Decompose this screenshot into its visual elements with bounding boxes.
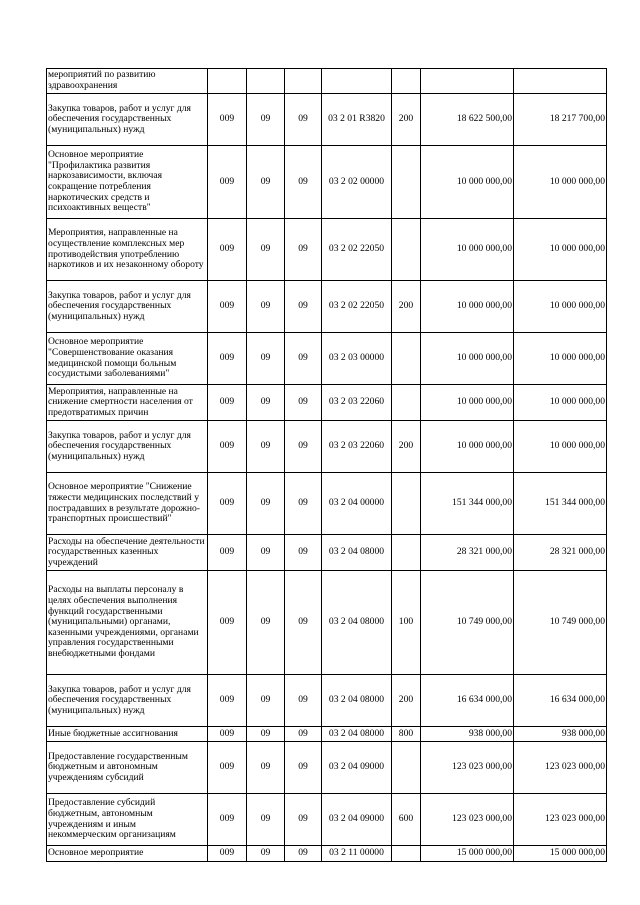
row-section-code: 09 [247,794,285,846]
row-section-code: 09 [247,219,285,281]
row-ministry-code: 009 [208,742,247,794]
row-amount-year-1 [421,69,514,94]
row-target-code: 03 2 04 08000 [322,727,392,742]
row-amount-year-2: 10 000 000,00 [514,281,607,333]
row-name-cell: Расходы на обеспечение деятельности государственных казенных учреждений [47,535,208,571]
row-amount-year-2: 15 000 000,00 [514,846,607,862]
row-amount-year-1: 151 344 000,00 [421,473,514,535]
row-section-code: 09 [247,675,285,727]
row-amount-year-1: 10 000 000,00 [421,421,514,473]
row-amount-year-2: 10 000 000,00 [514,421,607,473]
row-target-code: 03 2 04 08000 [322,675,392,727]
row-subsection-code: 09 [285,333,322,385]
table-row [47,219,607,281]
row-expense-type-code [392,146,421,219]
row-target-code: 03 2 02 00000 [322,146,392,219]
table-row [47,473,607,535]
row-amount-year-2: 123 023 000,00 [514,742,607,794]
row-name-cell: Основное мероприятие "Снижение тяжести медицинских последствий у пострадавших в результате дорожно-транспортных происшествий" [47,473,208,535]
table-row [47,385,607,421]
row-subsection-code: 09 [285,727,322,742]
row-name-cell: мероприятий по развитию здравоохранения [47,69,208,94]
row-target-code: 03 2 04 08000 [322,535,392,571]
row-name-cell: Закупка товаров, работ и услуг для обеспечения государственных (муниципальных) нужд [47,675,208,727]
row-amount-year-2 [514,69,607,94]
row-expense-type-code [392,473,421,535]
row-expense-type-code: 800 [392,727,421,742]
row-name-cell: Основное мероприятие "Профилактика развития наркозависимости, включая сокращение потребления наркотических средств и психоактивных веществ" [47,146,208,219]
table-row [47,535,607,571]
row-ministry-code: 009 [208,675,247,727]
row-section-code: 09 [247,146,285,219]
row-amount-year-1: 16 634 000,00 [421,675,514,727]
table-row [47,846,607,862]
row-section-code: 09 [247,281,285,333]
row-target-code: 03 2 02 22050 [322,219,392,281]
row-amount-year-1: 938 000,00 [421,727,514,742]
row-expense-type-code [392,385,421,421]
row-name-cell: Мероприятия, направленные на осуществление комплексных мер противодействия употреблению наркотиков и их незаконному обороту [47,219,208,281]
row-subsection-code: 09 [285,794,322,846]
row-ministry-code: 009 [208,385,247,421]
row-subsection-code: 09 [285,94,322,146]
row-amount-year-1: 123 023 000,00 [421,794,514,846]
row-amount-year-1: 10 000 000,00 [421,281,514,333]
row-ministry-code: 009 [208,146,247,219]
row-ministry-code: 009 [208,473,247,535]
table-row [47,727,607,742]
row-target-code: 03 2 04 08000 [322,571,392,675]
row-subsection-code: 09 [285,571,322,675]
row-subsection-code: 09 [285,421,322,473]
row-amount-year-2: 10 000 000,00 [514,385,607,421]
row-amount-year-1: 28 321 000,00 [421,535,514,571]
row-subsection-code: 09 [285,473,322,535]
row-section-code: 09 [247,571,285,675]
row-name-cell: Расходы на выплаты персоналу в целях обеспечения выполнения функций государственными (муниципальными) органами, казенными учреждениями, органами управления государственными внебюджетными фондами [47,571,208,675]
row-expense-type-code [392,69,421,94]
row-target-code: 03 2 01 R3820 [322,94,392,146]
row-subsection-code: 09 [285,675,322,727]
row-amount-year-1: 10 000 000,00 [421,333,514,385]
row-name-cell: Предоставление государственным бюджетным и автономным учреждениям субсидий [47,742,208,794]
row-subsection-code: 09 [285,219,322,281]
row-amount-year-1: 10 000 000,00 [421,385,514,421]
row-section-code: 09 [247,846,285,862]
row-expense-type-code [392,333,421,385]
row-amount-year-2: 28 321 000,00 [514,535,607,571]
row-name-cell: Мероприятия, направленные на снижение смертности населения от предотвратимых причин [47,385,208,421]
row-expense-type-code [392,846,421,862]
row-expense-type-code: 200 [392,421,421,473]
row-amount-year-1: 10 749 000,00 [421,571,514,675]
row-subsection-code: 09 [285,281,322,333]
row-target-code: 03 2 04 09000 [322,794,392,846]
row-expense-type-code: 100 [392,571,421,675]
row-ministry-code: 009 [208,333,247,385]
budget-table-body [47,69,607,862]
row-section-code: 09 [247,333,285,385]
row-target-code: 03 2 02 22050 [322,281,392,333]
row-amount-year-2: 151 344 000,00 [514,473,607,535]
table-row [47,675,607,727]
row-name-cell: Основное мероприятие [47,846,208,862]
row-target-code [322,69,392,94]
table-row [47,571,607,675]
row-ministry-code [208,69,247,94]
row-section-code: 09 [247,535,285,571]
row-subsection-code [285,69,322,94]
row-subsection-code: 09 [285,535,322,571]
row-expense-type-code: 200 [392,94,421,146]
row-expense-type-code [392,535,421,571]
row-ministry-code: 009 [208,94,247,146]
table-row [47,794,607,846]
row-section-code: 09 [247,421,285,473]
row-target-code: 03 2 03 00000 [322,333,392,385]
row-name-cell: Закупка товаров, работ и услуг для обеспечения государственных (муниципальных) нужд [47,421,208,473]
row-amount-year-1: 10 000 000,00 [421,219,514,281]
row-subsection-code: 09 [285,385,322,421]
row-section-code: 09 [247,742,285,794]
row-ministry-code: 009 [208,727,247,742]
row-subsection-code: 09 [285,742,322,794]
row-section-code: 09 [247,727,285,742]
row-ministry-code: 009 [208,571,247,675]
row-amount-year-1: 18 622 500,00 [421,94,514,146]
row-ministry-code: 009 [208,846,247,862]
row-target-code: 03 2 03 22060 [322,421,392,473]
row-ministry-code: 009 [208,219,247,281]
row-amount-year-2: 938 000,00 [514,727,607,742]
row-section-code [247,69,285,94]
row-amount-year-1: 15 000 000,00 [421,846,514,862]
table-row [47,281,607,333]
row-name-cell: Основное мероприятие "Совершенствование оказания медицинской помощи больным сосудистыми заболеваниями" [47,333,208,385]
table-row [47,146,607,219]
row-name-cell: Предоставление субсидий бюджетным, автономным учреждениям и иным некоммерческим организациям [47,794,208,846]
row-name-cell: Закупка товаров, работ и услуг для обеспечения государственных (муниципальных) нужд [47,281,208,333]
budget-table [46,68,607,862]
row-amount-year-2: 10 749 000,00 [514,571,607,675]
table-row [47,333,607,385]
row-amount-year-1: 10 000 000,00 [421,146,514,219]
row-subsection-code: 09 [285,146,322,219]
row-expense-type-code [392,219,421,281]
row-target-code: 03 2 03 22060 [322,385,392,421]
row-expense-type-code: 200 [392,675,421,727]
table-row [47,94,607,146]
row-ministry-code: 009 [208,281,247,333]
row-expense-type-code: 200 [392,281,421,333]
row-target-code: 03 2 11 00000 [322,846,392,862]
row-amount-year-1: 123 023 000,00 [421,742,514,794]
row-target-code: 03 2 04 00000 [322,473,392,535]
table-row [47,69,607,94]
row-expense-type-code [392,742,421,794]
row-ministry-code: 009 [208,535,247,571]
row-amount-year-2: 10 000 000,00 [514,219,607,281]
row-name-cell: Закупка товаров, работ и услуг для обеспечения государственных (муниципальных) нужд [47,94,208,146]
row-amount-year-2: 10 000 000,00 [514,146,607,219]
row-ministry-code: 009 [208,421,247,473]
row-amount-year-2: 10 000 000,00 [514,333,607,385]
row-amount-year-2: 18 217 700,00 [514,94,607,146]
row-ministry-code: 009 [208,794,247,846]
row-amount-year-2: 16 634 000,00 [514,675,607,727]
row-section-code: 09 [247,473,285,535]
row-expense-type-code: 600 [392,794,421,846]
row-subsection-code: 09 [285,846,322,862]
row-amount-year-2: 123 023 000,00 [514,794,607,846]
table-row [47,421,607,473]
row-section-code: 09 [247,385,285,421]
table-row [47,742,607,794]
row-section-code: 09 [247,94,285,146]
row-name-cell: Иные бюджетные ассигнования [47,727,208,742]
row-target-code: 03 2 04 09000 [322,742,392,794]
